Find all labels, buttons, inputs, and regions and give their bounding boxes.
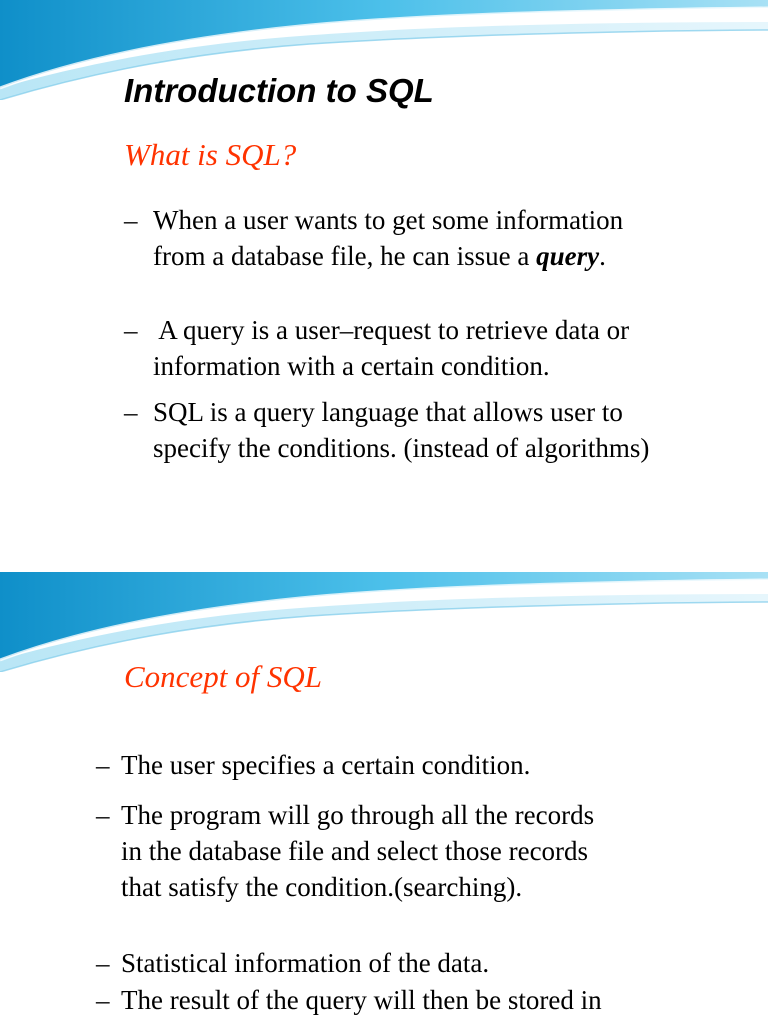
bullet-line: A query is a user–request to retrieve data or bbox=[153, 315, 630, 345]
section-heading-what-is-sql: What is SQL? bbox=[124, 137, 297, 172]
bullet-dash: – bbox=[96, 750, 110, 780]
bullet-dash: – bbox=[124, 315, 138, 345]
bullet-line: The result of the query will then be stored in bbox=[121, 985, 602, 1015]
bullet-line: The program will go through all the records bbox=[121, 800, 595, 830]
bullet-query-result bbox=[96, 982, 602, 1018]
bullet-dash: – bbox=[96, 948, 110, 978]
bullet-statistical-info bbox=[96, 945, 489, 981]
slide-2 bbox=[0, 572, 768, 1024]
bullet-dash: – bbox=[124, 397, 138, 427]
emphasis-query: query bbox=[536, 241, 600, 271]
bullet-sql-language bbox=[124, 394, 649, 466]
bullet-dash: – bbox=[96, 800, 110, 830]
bullet-program-search bbox=[96, 797, 594, 905]
wave-banner-decoration bbox=[0, 572, 768, 672]
bullet-query-definition bbox=[124, 202, 623, 274]
bullet-text: from a database file, he can issue a bbox=[153, 241, 537, 271]
bullet-line: Statistical information of the data. bbox=[121, 948, 490, 978]
bullet-line: specify the conditions. (instead of algorithms) bbox=[153, 433, 650, 463]
bullet-dash: – bbox=[124, 205, 138, 235]
bullet-text: . bbox=[599, 241, 606, 271]
bullet-dash: – bbox=[96, 985, 110, 1015]
bullet-line: When a user wants to get some information bbox=[153, 205, 624, 235]
bullet-user-condition bbox=[96, 747, 530, 783]
bullet-line: information with a certain condition. bbox=[153, 351, 550, 381]
bullet-line: The user specifies a certain condition. bbox=[121, 750, 531, 780]
slide-title: Introduction to SQL bbox=[124, 72, 434, 109]
bullet-line: in the database file and select those records bbox=[121, 836, 589, 866]
bullet-line: that satisfy the condition.(searching). bbox=[121, 872, 523, 902]
bullet-line bbox=[124, 238, 623, 274]
bullet-line: SQL is a query language that allows user to bbox=[153, 397, 623, 427]
section-heading-concept-of-sql: Concept of SQL bbox=[124, 659, 323, 694]
bullet-query-request bbox=[124, 312, 629, 384]
